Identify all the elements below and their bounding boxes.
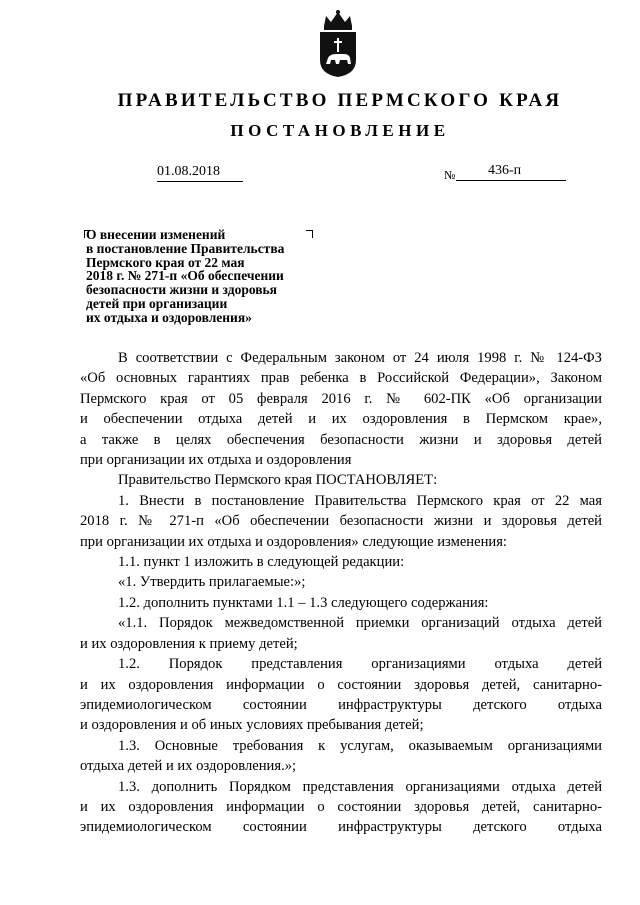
body-line: 2018 г. № 271-п «Об обеспечении безопасности жизни и здоровья детей [80, 513, 602, 530]
body-line: «1. Утвердить прилагаемые:»; [118, 574, 306, 591]
perm-krai-coat-of-arms-icon [316, 8, 360, 78]
body-line: 1.3. Основные требования к услугам, оказываемым организациями [118, 737, 602, 754]
subject-line: О внесении изменений [86, 227, 226, 242]
document-body [80, 348, 602, 838]
number-sign: № [444, 168, 456, 182]
body-line: и обеспечении отдыха детей и их оздоровления в Пермском крае», [80, 411, 602, 428]
government-title: ПРАВИТЕЛЬСТВО ПЕРМСКОГО КРАЯ [117, 90, 563, 111]
document-subject [86, 228, 326, 325]
body-line: 1.2. дополнить пунктами 1.1 – 1.3 следующего содержания: [118, 594, 489, 611]
body-line: при организации их отдыха и оздоровления [80, 452, 352, 469]
subject-line: Пермского края от 22 мая [86, 254, 245, 270]
body-line: 1.2. Порядок представления организациями отдыха детей [118, 656, 602, 673]
subject-line: их отдыха и оздоровления» [86, 309, 252, 325]
body-line: Правительство Пермского края ПОСТАНОВЛЯЕТ: [118, 472, 438, 489]
document-date: 01.08.2018 [157, 164, 243, 182]
subject-line: детей при организации [86, 295, 228, 311]
subject-line: в постановление Правительства [86, 240, 285, 256]
body-line: отдыха детей и их оздоровления.»; [80, 758, 297, 775]
body-line: В соответствии с Федеральным законом от 24 июля 1998 г. № 124-ФЗ [118, 350, 602, 366]
body-line: и их оздоровления информации о состоянии здоровья детей, санитарно- [80, 676, 602, 693]
body-line: 1.3. дополнить Порядком представления организациями отдыха детей [118, 778, 602, 795]
body-line: «Об основных гарантиях прав ребенка в Российской Федерации», Законом [80, 370, 602, 387]
document-type: ПОСТАНОВЛЕНИЕ [230, 121, 450, 140]
body-line: 1. Внести в постановление Правительства Пермского края от 22 мая [118, 492, 602, 509]
document-number-field [456, 163, 566, 181]
body-line: и их оздоровления информации о состоянии здоровья детей, санитарно- [80, 798, 602, 815]
body-line: 1.1. пункт 1 изложить в следующей редакции: [118, 554, 405, 571]
body-line: эпидемиологическом состоянии инфраструктуры детского отдыха [80, 819, 602, 836]
subject-line: 2018 г. № 271-п «Об обеспечении [86, 268, 284, 284]
body-line: Пермского края от 05 февраля 2016 г. № 602-ПК «Об организации [80, 390, 602, 407]
body-line: «1.1. Порядок межведомственной приемки организаций отдыха детей [118, 615, 602, 632]
body-line: а также в целях обеспечения безопасности жизни и здоровья детей [80, 431, 602, 448]
body-line: при организации их отдыха и оздоровления» следующие изменения: [80, 533, 507, 550]
body-line: и их оздоровления к приему детей; [80, 635, 298, 652]
subject-line: безопасности жизни и здоровья [86, 282, 277, 298]
body-line: эпидемиологическом состоянии инфраструктуры детского отдыха [80, 696, 602, 713]
body-line: и оздоровления и об иных условиях пребывания детей; [80, 717, 424, 734]
document-number: 436-п [488, 163, 522, 178]
